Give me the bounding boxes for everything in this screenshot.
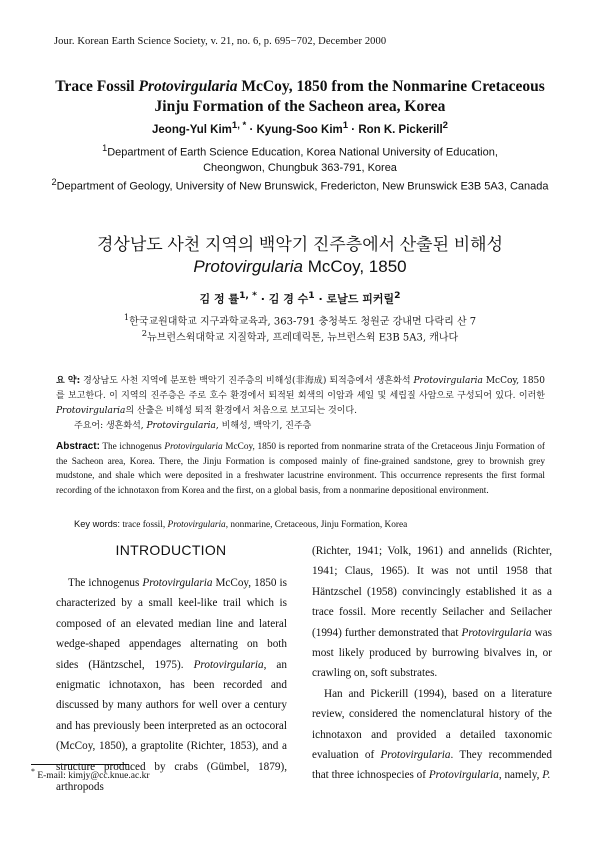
paragraph: [312, 541, 552, 684]
genus-name: P.: [542, 769, 551, 782]
korean-abstract-genus-1: Protovirgularia: [413, 376, 483, 386]
korean-affiliation-2: [0, 326, 600, 345]
genus-name: Protovirgularia: [461, 626, 532, 639]
section-heading-introduction: INTRODUCTION: [115, 542, 227, 558]
korean-author-3-mark: 2: [394, 290, 401, 301]
affiliation-1-mark: 1: [102, 143, 108, 153]
footnote-mark: *: [31, 767, 35, 776]
keywords-genus: Protovirgularia: [167, 520, 226, 530]
korean-author-separator: ·: [256, 292, 269, 306]
footnote: [31, 767, 149, 781]
affiliation-2: [0, 175, 600, 195]
korean-affiliation-1-mark: 1: [123, 312, 130, 322]
author-3-mark: 2: [442, 120, 448, 131]
korean-author-1-mark: 1, *: [239, 290, 257, 301]
korean-title: [0, 234, 600, 278]
journal-citation: Jour. Korean Earth Science Society, v. 21, no. 6, p. 695−702, December 2000: [54, 36, 387, 47]
keywords-2: , nonmarine, Cretaceous, Jinju Formation, Korea: [225, 520, 408, 530]
english-keywords: [74, 519, 407, 530]
korean-abstract-text-3: 의 산출은 비해성 퇴적 환경에서 처음으로 보고되는 것이다.: [125, 406, 357, 416]
body-column-right: [312, 541, 552, 786]
korean-author-2: 김 경 수: [268, 292, 309, 306]
author-2: Kyung-Soo Kim: [256, 123, 343, 136]
korean-title-line-2: McCoy, 1850: [302, 257, 407, 276]
keywords-label: Key words:: [74, 519, 120, 529]
author-separator: ·: [246, 123, 257, 136]
paper-title: [40, 77, 560, 117]
affiliation-1-line-2: Cheongwon, Chungbuk 363-791, Korea: [203, 161, 397, 174]
author-1-mark: 1, *: [231, 120, 247, 131]
keywords-1: trace fossil,: [120, 520, 168, 530]
paragraph-text: . They recommended that three ichnospecies of: [312, 749, 552, 782]
korean-affiliation-1-text: 한국교원대학교 지구과학교육과, 363-791 충청북도 청원군 강내면 다락리 산 7: [129, 316, 477, 328]
paragraph-text: was most likely produced by burrowing bivalves in, or crawling on, soft substrates.: [312, 626, 552, 680]
korean-title-line-1: 경상남도 사천 지역의 백악기 진주층에서 산출된 비해성: [96, 235, 504, 254]
paragraph-text: The ichnogenus: [68, 577, 143, 589]
author-3: Ron K. Pickerill: [358, 123, 443, 136]
footnote-email: E-mail: kimjy@cc.knue.ac.kr: [34, 771, 150, 782]
korean-author-3: 로날드 피커릴: [326, 292, 395, 306]
korean-keywords: [74, 418, 311, 431]
korean-author-separator: ·: [314, 292, 327, 306]
author-list: [0, 120, 600, 136]
korean-abstract-label: 요 약:: [56, 376, 81, 386]
korean-abstract-genus-2: Protovirgularia: [56, 406, 126, 416]
korean-keywords-1: 생흔화석,: [103, 421, 147, 431]
abstract-genus: Protovirgularia: [164, 442, 223, 452]
title-suffix: McCoy, 1850 from the Nonmarine Cretaceous: [237, 78, 545, 95]
korean-author-1: 김 정 률: [199, 292, 240, 306]
author-2-mark: 1: [342, 120, 349, 131]
genus-name: Protovirgularia: [380, 749, 451, 762]
korean-keywords-label: 주요어:: [74, 421, 104, 431]
author-1: Jeong-Yul Kim: [152, 123, 232, 136]
korean-keywords-2: , 비해성, 백악기, 진주층: [215, 421, 312, 431]
affiliation-1: [0, 141, 600, 176]
korean-title-genus: Protovirgularia: [193, 257, 303, 276]
footnote-rule: [31, 764, 129, 765]
abstract-text-2: McCoy, 1850 is reported from nonmarine strata of the Cretaceous Jinju Formation of the Sacheon area, Korea. There, the Jinju Formation is composed mainly of fine-grained sandstone, grey to brownish grey mudstone, and shale which were deposited in a freshwater lacustrine environment. This occurrence represents the first formal recording of the ichnotaxon from Korea and the first, on a global basis, from a nonmarine depositional environment.: [56, 442, 545, 496]
korean-author-2-mark: 1: [308, 290, 315, 301]
paragraph-text: (Richter, 1941; Volk, 1961) and annelids (Richter, 1941; Claus, 1965). It was not until 1958 that Häntzschel (1958) convincingly established it as a trace fossil. More recently Seilacher and Seilacher (1994) further demonstrated that: [312, 545, 552, 639]
paragraph-text: Han and Pickerill (1994), based on a literature review, considered the nomenclatural history of the ichnotaxon and provided a detailed taxonomic evaluation of: [312, 687, 552, 762]
paragraph-text: , an enigmatic ichnotaxon, has been recorded and discussed by many authors for well over a century and has previously been interpreted as an octocoral (McCoy, 1850), a graptolite (Richter, 1853), and a structure produced by crabs (Gümbel, 1879), arthropods: [56, 658, 287, 794]
korean-author-list: [0, 290, 600, 307]
paragraph-text: , namely,: [498, 769, 543, 782]
korean-affiliation-2-text: 뉴브런스윅대학교 지질학과, 프레데릭톤, 뉴브런스윅 E3B 5A3, 캐나다: [147, 332, 459, 344]
paragraph: [312, 684, 552, 786]
genus-name: Protovirgularia: [142, 577, 213, 589]
genus-name: Protovirgularia: [428, 769, 499, 782]
affiliation-2-line-1: Department of Geology, University of New Brunswick, Fredericton, New Brunswick E3B 5A3, Canada: [56, 180, 549, 193]
genus-name: Protovirgularia: [193, 658, 264, 671]
author-separator: ·: [348, 123, 359, 136]
korean-abstract-text-2: McCoy, 1850를 보고한다. 이 지역의 진주층은 주로 호수 환경에서 퇴적된 회색의 이암과 셰일 및 세립질 사암으로 구성되어 있다. 이러한: [56, 376, 546, 401]
abstract-label: Abstract:: [56, 441, 100, 452]
paragraph-text: McCoy, 1850 is characterized by a small keel-like trail which is composed of an elevated median line and lateral wedge-shaped appendages alternating on both sides (Häntzschel, 1975).: [56, 577, 287, 671]
abstract-text-1: The ichnogenus: [99, 442, 165, 452]
title-line-2: Jinju Formation of the Sacheon area, Korea: [154, 98, 446, 115]
korean-abstract: [56, 374, 545, 419]
affiliation-2-mark: 2: [51, 177, 57, 187]
english-abstract: [56, 440, 545, 498]
korean-keywords-genus: Protovirgularia: [146, 421, 216, 431]
korean-affiliation-2-mark: 2: [141, 328, 148, 338]
korean-abstract-text-1: 경상남도 사천 지역에 분포한 백악기 진주층의 비해성(非海成) 퇴적층에서 생흔화석: [80, 376, 414, 386]
title-genus: Protovirgularia: [138, 78, 238, 95]
affiliation-1-line-1: Department of Earth Science Education, Korea National University of Education,: [107, 146, 498, 159]
title-prefix: Trace Fossil: [55, 78, 139, 95]
